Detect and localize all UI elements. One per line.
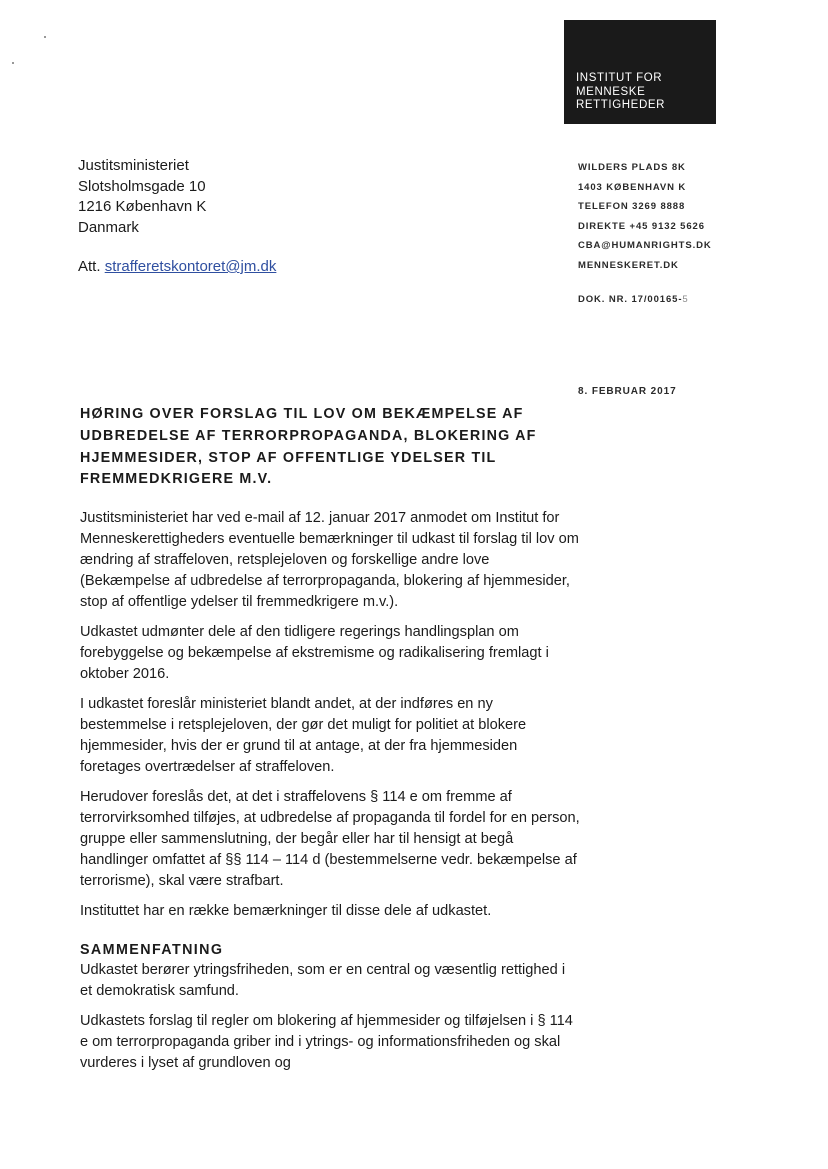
recipient-line: 1216 København K — [78, 198, 207, 215]
attention-label: Att. — [78, 258, 101, 275]
sender-line: 1403 KØBENHAVN K — [578, 181, 687, 193]
recipient-line: Justitsministeriet — [78, 157, 189, 174]
attention-line — [78, 258, 276, 275]
body-paragraph: Justitsministeriet har ved e-mail af 12. januar 2017 anmodet om Institut for Menneskerettigheders eventuelle bemærkninger til udkast til forslag til lov om ændring af straffeloven, retsplejeloven og forskellige andre love (Bekæmpelse af udbredelse af terrorpropaganda, blokering af hjemmesider, stop af offentlige ydelser til fremmedkrigere m.v.). — [80, 510, 579, 610]
sender-line: WILDERS PLADS 8K — [578, 162, 686, 173]
letter-date: 8. FEBRUAR 2017 — [578, 386, 677, 397]
section-heading: SAMMENFATNING — [80, 942, 224, 958]
section-paragraph: Udkastet berører ytringsfriheden, som er en central og væsentlig rettighed i et demokratisk samfund. — [80, 962, 566, 999]
document-number — [578, 294, 689, 305]
sender-line: TELEFON 3269 8888 — [578, 201, 686, 213]
document-number-label: DOK. NR. 17/00165- — [578, 294, 683, 305]
letter-body — [80, 508, 580, 1083]
body-paragraph: Herudover foreslås det, at det i straffelovens § 114 e om fremme af terrorvirksomhed tilføjes, at udbredelse af propaganda til fordel for en person, gruppe eller sammenslutning, der begår eller har til hensigt at begå handlinger omfattet af §§ 114 – 114 d (bestemmelserne vedr. bekæmpelse af terrorisme), skal være strafbart. — [80, 789, 580, 889]
scan-speck — [12, 62, 14, 64]
recipient-email-link[interactable]: strafferetskontoret@jm.dk — [104, 258, 277, 275]
recipient-line: Slotsholmsgade 10 — [78, 177, 206, 195]
body-paragraph: Instituttet har en række bemærkninger til disse dele af udkastet. — [80, 903, 492, 919]
scan-speck — [44, 36, 46, 38]
sender-line: DIREKTE +45 9132 5626 — [578, 220, 705, 232]
letter-title: HØRING OVER FORSLAG TIL LOV OM BEKÆMPELSE AF UDBREDELSE AF TERRORPROPAGANDA, BLOKERING AF HJEMMESIDER, STOP AF OFFENTLIGE YDELSER TIL FREMMEDKRIGERE M.V. — [80, 406, 537, 488]
document-number-suffix: 5 — [682, 294, 689, 305]
body-paragraph: I udkastet foreslår ministeriet blandt andet, at der indføres en ny bestemmelse i retsplejeloven, der gør det muligt for politiet at blokere hjemmesider, hvis der er grund til at antage, at der fra hjemmesiden foretages overtrædelser af straffeloven. — [80, 696, 527, 775]
recipient-line: Danmark — [78, 218, 139, 236]
institute-logo — [564, 20, 716, 124]
sender-contact — [578, 158, 712, 276]
section-paragraph: Udkastets forslag til regler om blokering af hjemmesider og tilføjelsen i § 114 e om terrorpropaganda griber ind i ytrings- og informationsfriheden og skal vurderes i lyset af grundloven og — [80, 1013, 573, 1071]
sender-line: MENNESKERET.DK — [578, 259, 679, 271]
sender-line: CBA@HUMANRIGHTS.DK — [578, 240, 712, 252]
recipient-address — [78, 156, 206, 238]
logo-text: INSTITUT FOR MENNESKE RETTIGHEDER — [576, 72, 666, 111]
body-paragraph: Udkastet udmønter dele af den tidligere regerings handlingsplan om forebyggelse og bekæmpelse af ekstremisme og radikalisering fremlagt i oktober 2016. — [80, 624, 549, 682]
